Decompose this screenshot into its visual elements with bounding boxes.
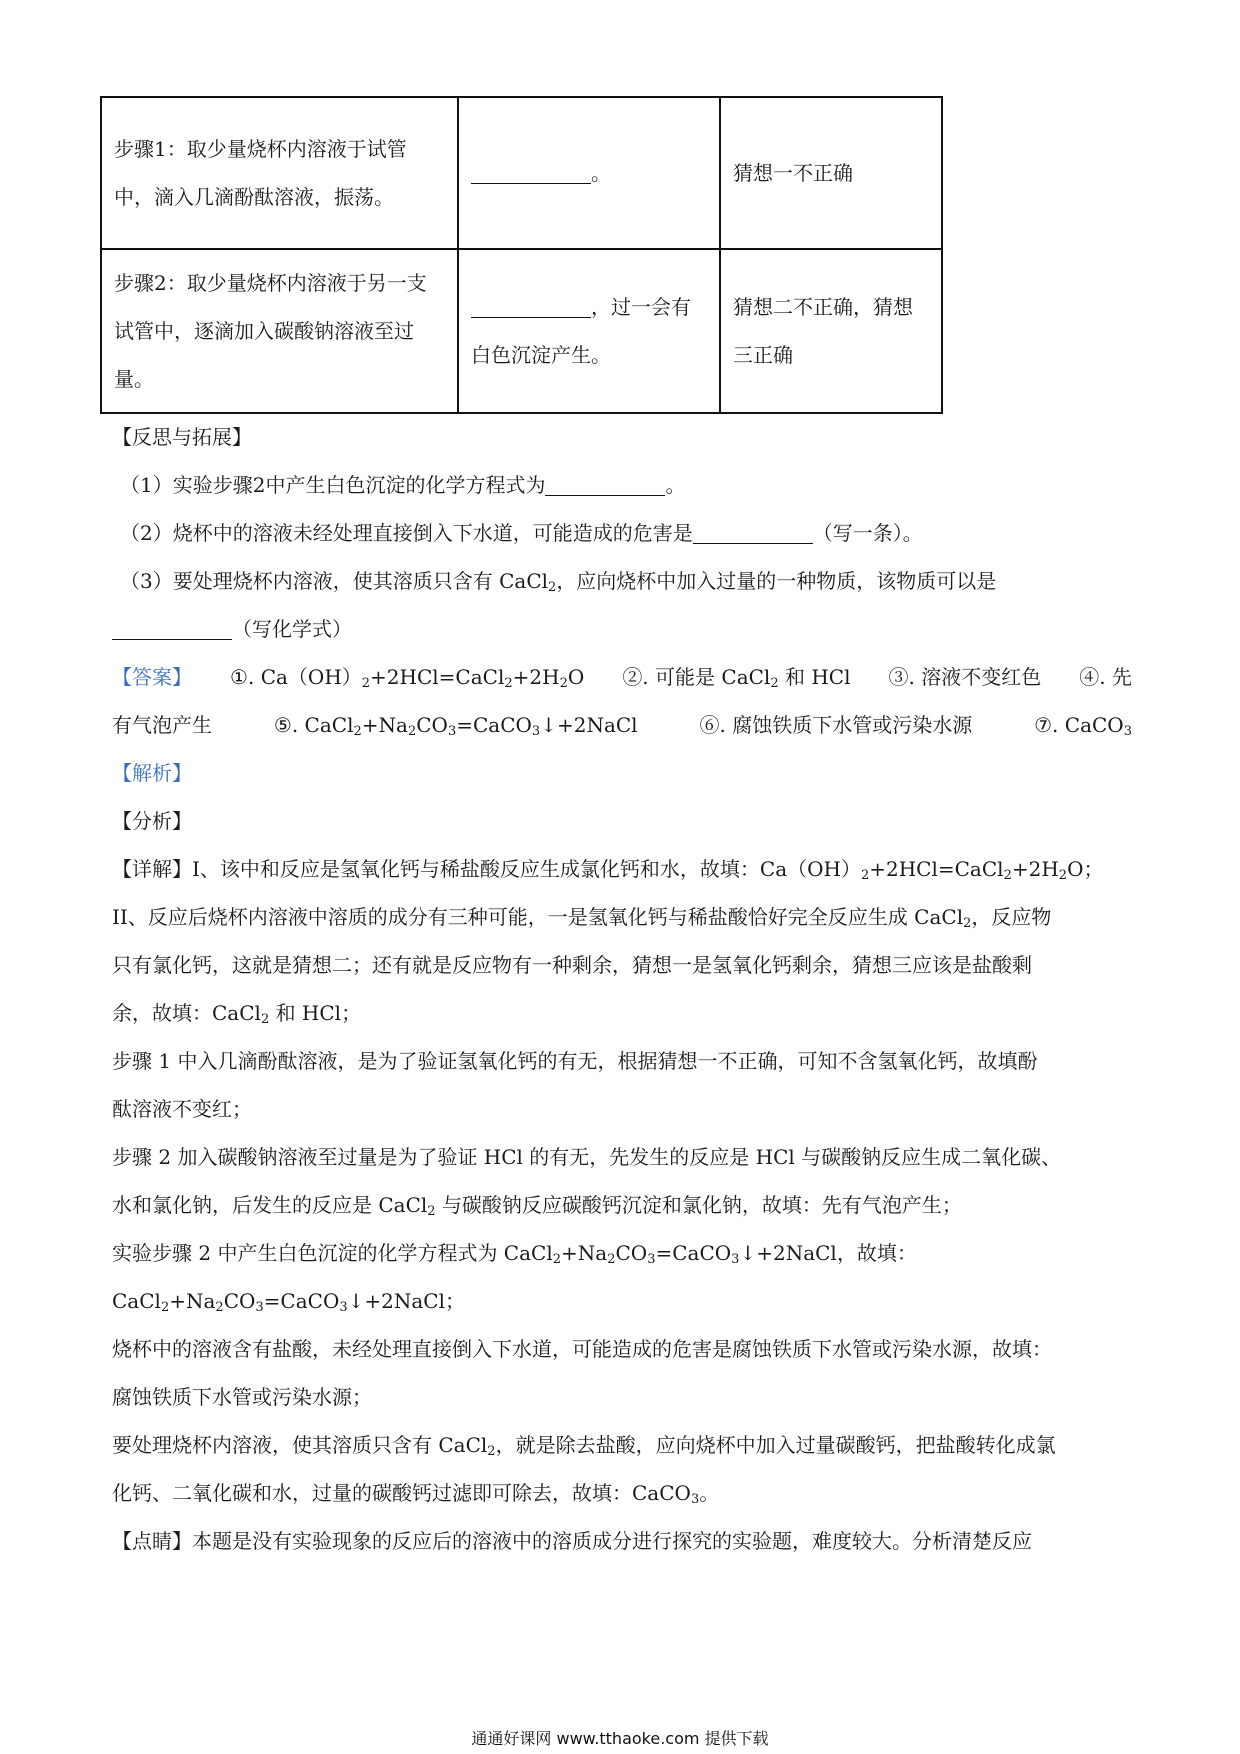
analysis-label: 【解析】: [112, 761, 192, 785]
answer-label: 【答案】: [112, 665, 192, 689]
answer-6: ⑥. 腐蚀铁质下水管或污染水源: [699, 713, 973, 737]
page-footer: 通通好课网 www.tthaoke.com 提供下载: [471, 1729, 769, 1748]
answer-4: ④. 先: [1079, 665, 1132, 689]
document-body: [112, 413, 1132, 1565]
answer-line-2: [112, 701, 1132, 749]
answer-2: ②. 可能是 CaCl$_2$ 和 HCl: [622, 665, 851, 691]
question-1: （1）实验步骤2中产生白色沉淀的化学方程式为 。: [120, 473, 686, 497]
detail-line: 余，故填：CaCl$_2$ 和 HCl；: [112, 1001, 362, 1027]
experiment-table: [100, 96, 943, 414]
answer-3: ③. 溶液不变红色: [888, 665, 1042, 689]
answer-blank: [693, 519, 813, 544]
detail-line: II、反应后烧杯内溶液中溶质的成分有三种可能，一是氢氧化钙与稀盐酸恰好完全反应生成 CaCl$_2$，反应物: [112, 905, 1052, 931]
step-cell: 步骤2：取少量烧杯内溶液于另一支试管中，逐滴加入碳酸钠溶液至过量。: [101, 249, 458, 413]
tip-line: 【点睛】本题是没有实验现象的反应后的溶液中的溶质成分进行探究的实验题，难度较大。分析清楚反应: [112, 1529, 1032, 1553]
answer-blank: [471, 159, 591, 184]
section-heading: 【反思与拓展】: [112, 425, 252, 449]
answer-1: ①. $Ca(OH)_2+2HCl=CaCl_2+2H_2O$: [230, 665, 585, 691]
detail-line: 只有氯化钙，这就是猜想二；还有就是反应物有一种剩余，猜想一是氢氧化钙剩余，猜想三应该是盐酸剩: [112, 953, 1032, 977]
question-2: （2）烧杯中的溶液未经处理直接倒入下水道，可能造成的危害是 （写一条）。: [120, 521, 923, 545]
detail-line: 化钙、二氧化碳和水，过量的碳酸钙过滤即可除去，故填：CaCO$_3$。: [112, 1481, 720, 1507]
phenomenon-cell: ，过一会有白色沉淀产生。: [458, 249, 720, 413]
phenomenon-cell: 。: [458, 97, 720, 249]
answer-4-cont: 有气泡产生: [112, 713, 212, 737]
answer-7: ⑦. CaCO$_3$: [1034, 713, 1132, 739]
detail-line: 步骤 2 加入碳酸钠溶液至过量是为了验证 HCl 的有无，先发生的反应是 HCl 与碳酸钠反应生成二氧化碳、: [112, 1145, 1062, 1169]
detail-line: 【详解】I、该中和反应是氢氧化钙与稀盐酸反应生成氯化钙和水，故填：$Ca(OH)_2+2HCl=CaCl_2+2H_2O$；: [112, 857, 1104, 883]
answer-blank: [471, 293, 591, 318]
table-row: [101, 97, 942, 249]
answer-line: [112, 653, 1132, 701]
conclusion-cell: 猜想二不正确，猜想三正确: [720, 249, 942, 413]
detail-line: 烧杯中的溶液含有盐酸，未经处理直接倒入下水道，可能造成的危害是腐蚀铁质下水管或污染水源，故填：: [112, 1337, 1052, 1361]
conclusion-cell: 猜想一不正确: [720, 97, 942, 249]
step-cell: 步骤1：取少量烧杯内溶液于试管中，滴入几滴酚酞溶液，振荡。: [101, 97, 458, 249]
detail-line: 要处理烧杯内溶液，使其溶质只含有 CaCl$_2$，就是除去盐酸，应向烧杯中加入过量碳酸钙，把盐酸转化成氯: [112, 1433, 1056, 1459]
fenxi-label: 【分析】: [112, 809, 192, 833]
detail-line: 腐蚀铁质下水管或污染水源；: [112, 1385, 372, 1409]
table-row: [101, 249, 942, 413]
detail-line: 酞溶液不变红；: [112, 1097, 252, 1121]
detail-line: $CaCl_2+Na_2CO_3=CaCO_3↓+2NaCl$；: [112, 1289, 466, 1315]
tip-label: 【点睛】: [112, 1529, 192, 1553]
question-3: （3）要处理烧杯内溶液，使其溶质只含有 CaCl$_2$，应向烧杯中加入过量的一种物质，该物质可以是: [120, 569, 997, 595]
answer-blank: [112, 615, 232, 640]
detail-line: 步骤 1 中入几滴酚酞溶液，是为了验证氢氧化钙的有无，根据猜想一不正确，可知不含氢氧化钙，故填酚: [112, 1049, 1038, 1073]
answer-5: ⑤. $CaCl_2+Na_2CO_3=CaCO_3↓+2NaCl$: [273, 713, 638, 739]
question-3-cont: （写化学式）: [112, 605, 1132, 653]
detail-line: 实验步骤 2 中产生白色沉淀的化学方程式为 $CaCl_2+Na_2CO_3=CaCO_3↓+2NaCl$，故填：: [112, 1241, 917, 1267]
detail-line: 水和氯化钠，后发生的反应是 CaCl$_2$ 与碳酸钠反应碳酸钙沉淀和氯化钠，故填：先有气泡产生；: [112, 1193, 962, 1219]
answer-blank: [545, 471, 665, 496]
